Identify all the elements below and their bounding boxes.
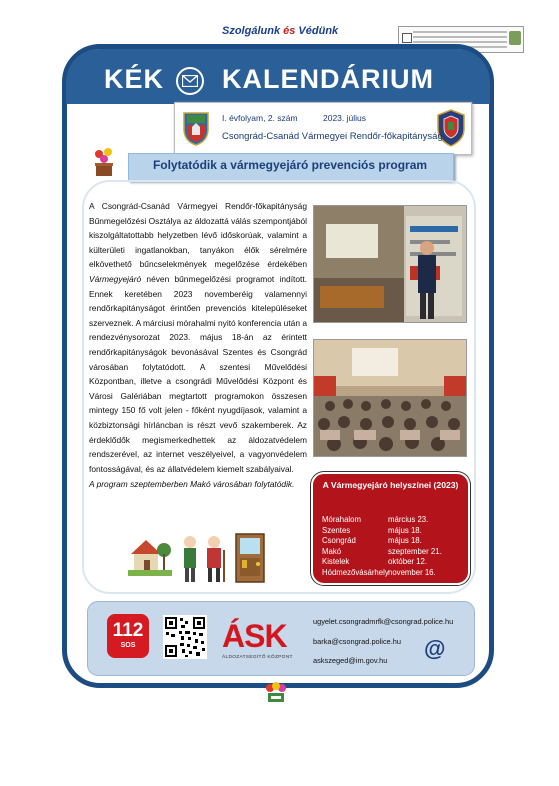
location-date: március 23. (388, 515, 429, 524)
emergency-sub: SOS (120, 642, 136, 649)
location-place: Szentes (322, 525, 351, 535)
location-date: szeptember 21. (388, 546, 442, 556)
monitor-icon (402, 33, 412, 43)
article-heading: Folytatódik a vármegyejáró prevenciós program (152, 158, 428, 172)
issue-date: 2023. július (323, 113, 367, 123)
location-place: Kistelek (322, 557, 350, 566)
door-locks-illustration (230, 530, 270, 586)
location-place: Mórahalom (322, 515, 361, 524)
email-link[interactable]: askszeged@im.gov.hu (313, 656, 388, 665)
location-place: Hódmezővásárhely (322, 567, 389, 577)
qr-code[interactable] (163, 615, 207, 659)
email-link[interactable]: ugyelet.csongradmrfk@csongrad.police.hu (313, 617, 454, 626)
emergency-number: 112 (112, 620, 144, 641)
location-place: Makó (322, 546, 342, 556)
locations-title: A Vármegyejáró helyszínei (2023) (322, 480, 459, 490)
title-right: KALENDÁRIUM (222, 64, 434, 94)
location-date: május 18. (388, 525, 422, 535)
location-date: május 18. (388, 536, 422, 545)
issue-info-box (174, 102, 472, 155)
flower-pot-icon (92, 146, 116, 178)
shield-check-icon (509, 31, 521, 45)
ask-logo-subtitle: ÁLDOZATSEGÍTŐ KÖZPONT (222, 655, 293, 660)
locations-box (311, 472, 470, 585)
elderly-people-illustration (176, 530, 234, 586)
article-body: A Csongrád-Csanád Vármegyei Rendőr-főkapitányság Bűnmegelőzési Osztálya az áldozattá válás szempontjából kiszolgáltatottabb helyzetben lévő időskorúak, valamint a külterületi ingatlanokban, tanyákon élők sérelmére elkövethető bűncselekmények megelőzése érdekében Vármegyejáró néven bűnmegelőzési programot indított. Ennek keretében 2023 novemberéig valamennyi rendőrkapitányságot érintően prevenciós kitelepüléseket szerveznek. A márciusi mórahalmi nyitó konferencia után a rendezvénysorozat 2023. május 18-án az érintett rendőrkapitányságok bevonásával Szentes és Csongrád városában folytatódott. A szentesi Művelődési Központban, illetve a csongrádi Művelődési Központ és Városi Galériában megtartott programokon összesen mintegy 150 fő volt jelen - főként nyugdíjasok, valamint a közbiztonsági hírláncban is részt vevő szakemberek. Az érdeklődők megismerkedhettek az áldozatvédelem rendszerével, az internet veszélyeivel, a vagyonvédelem fontosságával, és az állatvédelem kiemelt szabályaival. A program szeptemberben Makó városában folytatódik. (89, 199, 307, 492)
article-closing: A program szeptemberben Makó városában folytatódik. (89, 479, 295, 490)
title-left: KÉK (104, 64, 165, 94)
flower-logo-icon (263, 682, 289, 704)
ask-logo: ÁSK (222, 618, 287, 654)
emergency-112-logo (107, 614, 149, 658)
location-place: Csongrád (322, 536, 356, 545)
slogan: Szolgálunk és Védünk (222, 25, 339, 37)
location-date: október 12. (388, 557, 428, 566)
house-tree-illustration (128, 530, 172, 584)
county-coat-of-arms-icon (181, 109, 211, 147)
issuing-organization: Csongrád-Csanád Vármegyei Rendőr-főkapitányság (222, 131, 443, 142)
issue-volume: I. évfolyam, 2. szám (222, 113, 298, 123)
presentation-photo (313, 205, 467, 323)
audience-photo (313, 339, 467, 457)
envelope-icon (176, 67, 204, 95)
location-date: november 16. (388, 567, 436, 577)
email-link[interactable]: barka@csongrad.police.hu (313, 637, 402, 646)
at-sign-icon: @ (424, 636, 446, 661)
